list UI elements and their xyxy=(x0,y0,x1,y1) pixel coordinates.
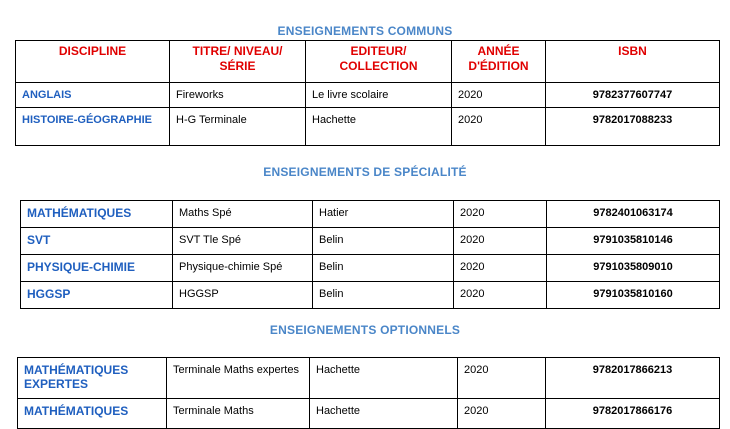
table-row xyxy=(18,399,720,429)
discipline-cell: MATHÉMATIQUES EXPERTES xyxy=(18,358,167,399)
titre-cell: H-G Terminale xyxy=(170,108,306,146)
titre-cell: Physique-chimie Spé xyxy=(173,255,313,282)
table-row xyxy=(21,228,720,255)
editeur-cell: Belin xyxy=(313,282,454,309)
annee-cell: 2020 xyxy=(452,83,546,108)
discipline-cell: MATHÉMATIQUES xyxy=(21,201,173,228)
titre-cell: Terminale Maths xyxy=(167,399,310,429)
isbn-cell: 9782401063174 xyxy=(547,201,720,228)
annee-cell: 2020 xyxy=(454,282,547,309)
titre-cell: Terminale Maths expertes xyxy=(167,358,310,399)
isbn-cell: 9791035810160 xyxy=(547,282,720,309)
editeur-cell: Hachette xyxy=(310,399,458,429)
annee-cell: 2020 xyxy=(452,108,546,146)
editeur-cell: Belin xyxy=(313,255,454,282)
table-optionnels xyxy=(17,357,720,429)
discipline-cell: HISTOIRE-GÉOGRAPHIE xyxy=(16,108,170,146)
section-title-specialite: ENSEIGNEMENTS DE SPÉCIALITÉ xyxy=(263,165,467,179)
table-row xyxy=(21,201,720,228)
section-title-communs: ENSEIGNEMENTS COMMUNS xyxy=(277,24,453,38)
header-isbn: ISBN xyxy=(546,41,720,83)
table-row xyxy=(21,282,720,309)
annee-cell: 2020 xyxy=(454,201,547,228)
editeur-cell: Hachette xyxy=(306,108,452,146)
discipline-cell: PHYSIQUE-CHIMIE xyxy=(21,255,173,282)
annee-cell: 2020 xyxy=(454,228,547,255)
titre-cell: HGGSP xyxy=(173,282,313,309)
header-titre: TITRE/ NIVEAU/ SÉRIE xyxy=(170,41,306,83)
editeur-cell: Le livre scolaire xyxy=(306,83,452,108)
editeur-cell: Hachette xyxy=(310,358,458,399)
titre-cell: SVT Tle Spé xyxy=(173,228,313,255)
titre-cell: Maths Spé xyxy=(173,201,313,228)
discipline-cell: SVT xyxy=(21,228,173,255)
isbn-cell: 9782017866213 xyxy=(546,358,720,399)
section-title-optionnels: ENSEIGNEMENTS OPTIONNELS xyxy=(269,323,461,337)
table-row xyxy=(16,83,720,108)
table-row xyxy=(21,255,720,282)
isbn-cell: 9791035810146 xyxy=(547,228,720,255)
table-row xyxy=(18,358,720,399)
annee-cell: 2020 xyxy=(458,399,546,429)
annee-cell: 2020 xyxy=(454,255,547,282)
header-editeur: EDITEUR/ COLLECTION xyxy=(306,41,452,83)
isbn-cell: 9782017088233 xyxy=(546,108,720,146)
isbn-cell: 9782017866176 xyxy=(546,399,720,429)
table-row xyxy=(16,108,720,146)
editeur-cell: Hatier xyxy=(313,201,454,228)
isbn-cell: 9782377607747 xyxy=(546,83,720,108)
titre-cell: Fireworks xyxy=(170,83,306,108)
discipline-cell: ANGLAIS xyxy=(16,83,170,108)
discipline-cell: MATHÉMATIQUES xyxy=(18,399,167,429)
editeur-cell: Belin xyxy=(313,228,454,255)
isbn-cell: 9791035809010 xyxy=(547,255,720,282)
header-discipline: DISCIPLINE xyxy=(16,41,170,83)
table-specialite xyxy=(20,200,720,309)
table-communs xyxy=(15,40,720,146)
header-annee: ANNÉE D'ÉDITION xyxy=(452,41,546,83)
annee-cell: 2020 xyxy=(458,358,546,399)
discipline-cell: HGGSP xyxy=(21,282,173,309)
